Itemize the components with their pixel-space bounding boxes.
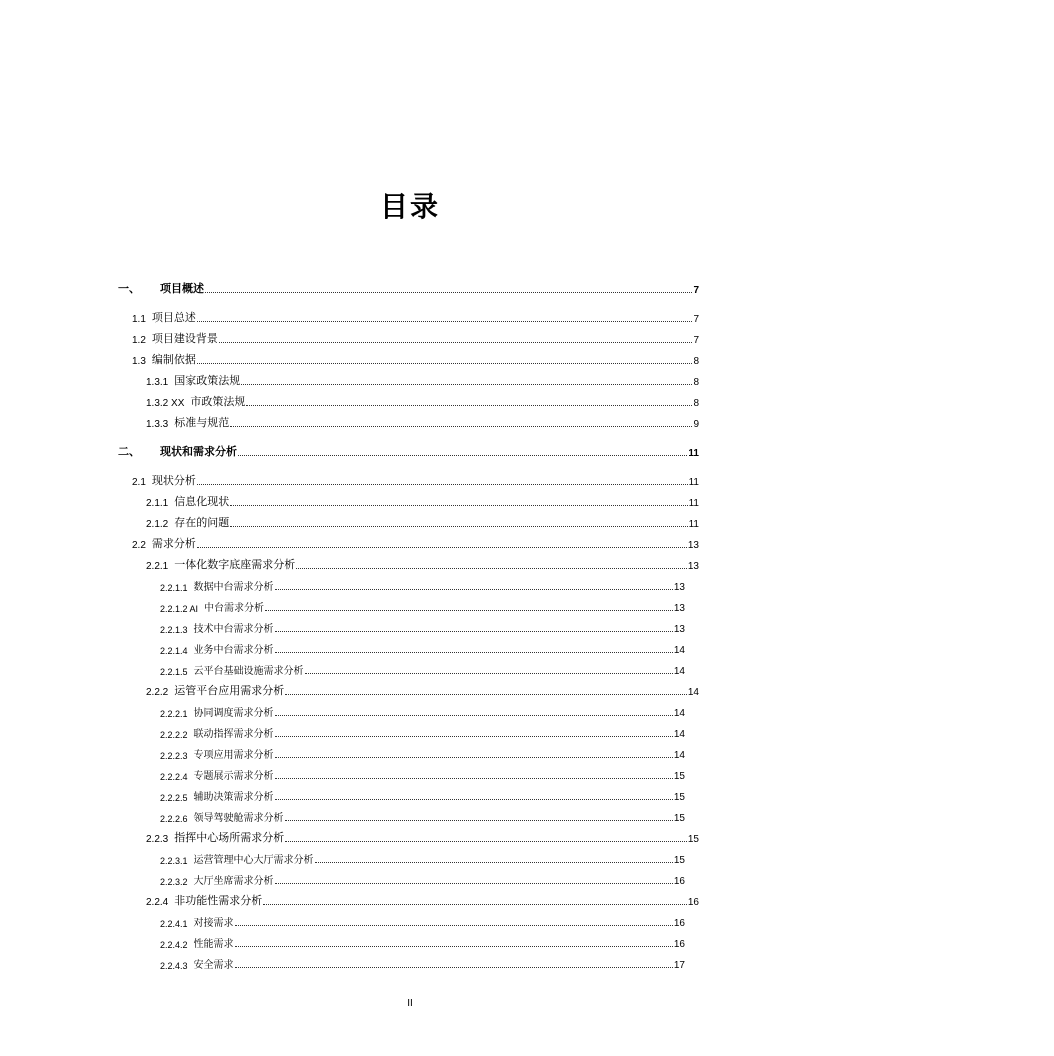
- toc-entry-page: 8: [693, 398, 699, 409]
- dot-leader: [230, 504, 687, 506]
- toc-entry-title: 运营管理中心大厅需求分析: [193, 855, 314, 866]
- toc-entry[interactable]: [118, 950, 699, 971]
- toc-entry-number: 2.1.1: [146, 498, 169, 509]
- toc-entry-page: 16: [687, 897, 699, 908]
- dot-leader: [263, 903, 687, 905]
- toc-entry-page: 13: [687, 540, 699, 551]
- dot-leader: [235, 924, 673, 926]
- toc-entry-number: 一、: [118, 282, 140, 295]
- toc-entry-title: 协同调度需求分析: [193, 708, 274, 719]
- toc-entry-number: 2.2.1: [146, 561, 169, 572]
- toc-entry[interactable]: [118, 551, 699, 572]
- toc-entry[interactable]: [118, 367, 699, 388]
- toc-entry[interactable]: [118, 782, 699, 803]
- toc-entry-page: 11: [688, 498, 699, 509]
- toc-entry[interactable]: [118, 388, 699, 409]
- toc-entry-title: 业务中台需求分析: [193, 645, 274, 656]
- toc-entry-page: 14: [673, 708, 685, 719]
- toc-entry-page: 11: [688, 519, 699, 530]
- toc-entry-number: 1.3: [132, 356, 146, 367]
- toc-entry[interactable]: [118, 908, 699, 929]
- dot-leader: [235, 966, 673, 968]
- toc-entry-page: 15: [673, 813, 685, 824]
- dot-leader: [197, 362, 693, 364]
- toc-entry-title: 辅助决策需求分析: [193, 792, 274, 803]
- toc-entry-title: 对接需求: [193, 918, 234, 929]
- toc-entry-page: 9: [693, 419, 699, 430]
- toc-entry-title: 非功能性需求分析: [174, 894, 263, 907]
- toc-entry-title: 市政策法规: [190, 395, 246, 408]
- toc-entry-number: 2.2.4.1: [160, 919, 188, 929]
- dot-leader: [285, 693, 687, 695]
- toc-entry-page: 8: [693, 377, 699, 388]
- toc-entry-page: 14: [673, 729, 685, 740]
- dot-leader: [275, 798, 673, 800]
- toc-entry-title: 云平台基础设施需求分析: [193, 666, 304, 677]
- toc-entry-number: 2.2.1.4: [160, 646, 188, 656]
- toc-entry-number: 1.3.1: [146, 377, 169, 388]
- dot-leader: [235, 945, 673, 947]
- toc-entry-page: 17: [673, 960, 685, 971]
- dot-leader: [275, 630, 673, 632]
- toc-entry-number: 2.2.4.3: [160, 961, 188, 971]
- toc-entry[interactable]: [118, 824, 699, 845]
- toc-entry-page: 15: [673, 855, 685, 866]
- dot-leader: [315, 861, 673, 863]
- dot-leader: [305, 672, 673, 674]
- dot-leader: [285, 840, 687, 842]
- toc-entry-page: 11: [688, 477, 699, 488]
- toc-entry-number: 2.2.3: [146, 834, 169, 845]
- toc-entry-page: 7: [693, 285, 699, 296]
- toc-entry-page: 8: [693, 356, 699, 367]
- toc-entry-title: 项目总述: [151, 311, 196, 324]
- toc-entry[interactable]: [118, 346, 699, 367]
- toc-entry[interactable]: [118, 656, 699, 677]
- page-number: II: [407, 998, 413, 1009]
- toc-entry-number: 2.2.1.3: [160, 625, 188, 635]
- dot-leader: [246, 404, 692, 406]
- toc-entry[interactable]: [118, 719, 699, 740]
- toc-entry[interactable]: [118, 635, 699, 656]
- toc-entry-title: 技术中台需求分析: [193, 624, 274, 635]
- toc-entry[interactable]: [118, 530, 699, 551]
- toc-entry[interactable]: [118, 677, 699, 698]
- toc-entry-number: 2.1: [132, 477, 146, 488]
- toc-entry-page: 14: [673, 750, 685, 761]
- toc-entry-number: 2.2.3.2: [160, 877, 188, 887]
- toc-entry-title: 运管平台应用需求分析: [174, 684, 285, 697]
- toc-entry-number: 2.2.4: [146, 897, 169, 908]
- toc-entry-page: 13: [673, 624, 685, 635]
- toc-entry-page: 7: [693, 314, 699, 325]
- toc-entry-page: 15: [673, 771, 685, 782]
- toc-entry[interactable]: [118, 803, 699, 824]
- toc-entry-page: 16: [673, 939, 685, 950]
- toc-entry-number: 2.2.2.4: [160, 772, 188, 782]
- toc-entry-title: 数据中台需求分析: [193, 582, 274, 593]
- toc-entry-title: 信息化现状: [174, 495, 230, 508]
- toc-entry-page: 15: [673, 792, 685, 803]
- toc-entry-page: 14: [673, 666, 685, 677]
- toc-entry-number: 二、: [118, 445, 140, 458]
- toc-entry-title: 现状分析: [151, 474, 196, 487]
- dot-leader: [275, 777, 673, 779]
- toc-entry[interactable]: [118, 509, 699, 530]
- toc-entry-title: 项目建设背景: [151, 332, 218, 345]
- dot-leader: [197, 546, 687, 548]
- toc-entry-title: 标准与规范: [174, 416, 230, 429]
- toc-entry-number: 2.1.2: [146, 519, 169, 530]
- toc-entry-number: 1.3.3: [146, 419, 169, 430]
- toc-entry-number: 2.2.2.6: [160, 814, 188, 824]
- toc-entry-page: 14: [673, 645, 685, 656]
- toc-entry[interactable]: [118, 572, 699, 593]
- toc-entry-number: 2.2.4.2: [160, 940, 188, 950]
- toc-entry-number: 1.1: [132, 314, 146, 325]
- toc-entry-title: 安全需求: [193, 960, 234, 971]
- dot-leader: [275, 651, 673, 653]
- toc-entry[interactable]: [118, 740, 699, 761]
- toc-entry-number: 2.2: [132, 540, 146, 551]
- toc-entry-title: 中台需求分析: [204, 603, 265, 614]
- dot-leader: [238, 454, 687, 456]
- toc-entry-page: 7: [693, 335, 699, 346]
- dot-leader: [197, 483, 688, 485]
- toc-entry-title: 现状和需求分析: [160, 445, 237, 458]
- toc-entry-number: 1.3.2 XX: [146, 398, 185, 409]
- dot-leader: [265, 609, 673, 611]
- toc-entry[interactable]: [118, 887, 699, 908]
- toc-entry-number: 2.2.2.2: [160, 730, 188, 740]
- toc-entry-page: 16: [673, 918, 685, 929]
- toc-entry-title: 联动指挥需求分析: [193, 729, 274, 740]
- table-of-contents: [118, 274, 699, 971]
- dot-leader: [275, 756, 673, 758]
- dot-leader: [275, 882, 673, 884]
- toc-entry-title: 性能需求: [193, 939, 234, 950]
- dot-leader: [285, 819, 673, 821]
- toc-entry-number: 2.2.1.1: [160, 583, 188, 593]
- toc-entry-page: 16: [673, 876, 685, 887]
- dot-leader: [219, 341, 693, 343]
- toc-entry-title: 领导驾驶舱需求分析: [193, 813, 284, 824]
- toc-entry[interactable]: [118, 467, 699, 488]
- dot-leader: [275, 735, 673, 737]
- toc-entry-number: 2.2.2.5: [160, 793, 188, 803]
- toc-entry[interactable]: [118, 593, 699, 614]
- toc-entry-page: 14: [687, 687, 699, 698]
- toc-entry-title: 指挥中心场所需求分析: [174, 831, 285, 844]
- toc-entry[interactable]: [118, 845, 699, 866]
- toc-entry-title: 一体化数字底座需求分析: [174, 558, 296, 571]
- toc-entry-title: 存在的问题: [174, 516, 230, 529]
- dot-leader: [296, 567, 687, 569]
- toc-entry[interactable]: [118, 304, 699, 325]
- toc-entry-number: 2.2.2: [146, 687, 169, 698]
- toc-entry[interactable]: [118, 761, 699, 782]
- toc-entry-number: 2.2.1.2 AI: [160, 604, 199, 614]
- dot-leader: [230, 425, 692, 427]
- toc-entry[interactable]: [118, 274, 699, 296]
- toc-entry-title: 专题展示需求分析: [193, 771, 274, 782]
- toc-entry[interactable]: [118, 866, 699, 887]
- toc-entry[interactable]: [118, 698, 699, 719]
- toc-entry-title: 需求分析: [151, 537, 196, 550]
- toc-entry-number: 2.2.1.5: [160, 667, 188, 677]
- toc-entry[interactable]: [118, 488, 699, 509]
- dot-leader: [275, 588, 673, 590]
- toc-entry[interactable]: [118, 325, 699, 346]
- toc-entry-number: 2.2.2.1: [160, 709, 188, 719]
- toc-entry-title: 项目概述: [160, 282, 204, 295]
- toc-entry-page: 13: [673, 603, 685, 614]
- dot-leader: [275, 714, 673, 716]
- dot-leader: [230, 525, 687, 527]
- toc-entry-page: 13: [673, 582, 685, 593]
- toc-entry-title: 专项应用需求分析: [193, 750, 274, 761]
- toc-entry[interactable]: [118, 614, 699, 635]
- toc-entry-number: 2.2.2.3: [160, 751, 188, 761]
- toc-entry[interactable]: [118, 409, 699, 430]
- toc-title: 目录: [379, 190, 440, 223]
- toc-entry-number: 1.2: [132, 335, 146, 346]
- toc-entry-page: 15: [687, 834, 699, 845]
- toc-entry-page: 13: [687, 561, 699, 572]
- toc-entry[interactable]: [118, 437, 699, 459]
- toc-entry-title: 编制依据: [151, 353, 196, 366]
- toc-entry-number: 2.2.3.1: [160, 856, 188, 866]
- toc-entry-title: 大厅坐席需求分析: [193, 876, 274, 887]
- dot-leader: [241, 383, 692, 385]
- toc-entry-title: 国家政策法规: [174, 374, 241, 387]
- toc-entry[interactable]: [118, 929, 699, 950]
- dot-leader: [205, 291, 692, 293]
- dot-leader: [197, 320, 693, 322]
- toc-entry-page: 11: [688, 448, 699, 459]
